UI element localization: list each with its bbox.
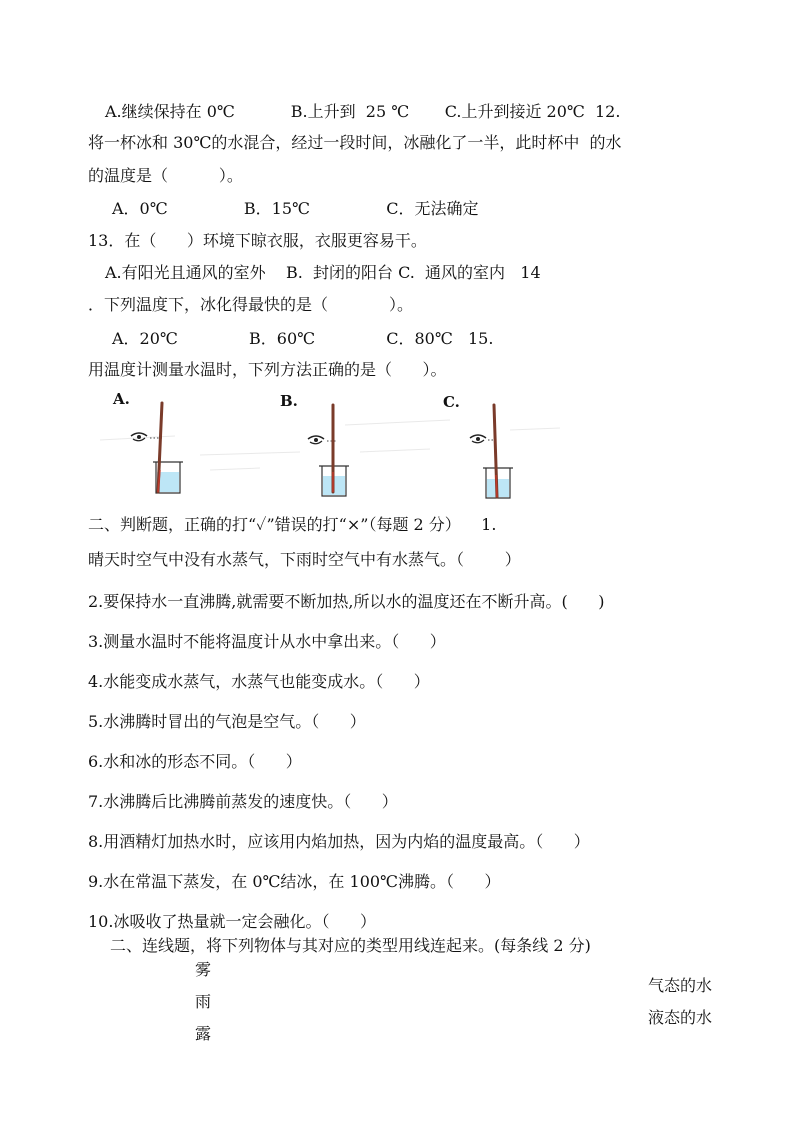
figure-a — [131, 403, 183, 493]
eye-icon — [470, 435, 486, 443]
judge-item-3: 3.测量水温时不能将温度计从水中拿出来。（ ） — [88, 632, 446, 651]
judge-item-9: 9.水在常温下蒸发，在 0℃结冰，在 100℃沸腾。（ ） — [88, 872, 501, 891]
judge-item-7: 7.水沸腾后比沸腾前蒸发的速度快。（ ） — [88, 792, 398, 811]
match-left-item-2: 雨 — [195, 992, 212, 1011]
q14-options: A．20℃ B．60℃ C．80℃ 15. — [112, 329, 494, 348]
figure-b — [308, 405, 349, 496]
judge-item-10: 10.冰吸收了热量就一定会融化。（ ） — [88, 912, 376, 931]
match-section-header: 二、连线题，将下列物体与其对应的类型用线连起来。(每条线 2 分) — [110, 936, 591, 955]
q13-stem: 13．在（ ）环境下晾衣服，衣服更容易干。 — [88, 231, 427, 250]
figure-c — [470, 405, 513, 498]
q12-stem-line1: 将一杯冰和 30℃的水混合，经过一段时间，冰融化了一半，此时杯中 的水 — [88, 133, 622, 152]
eye-icon — [131, 433, 147, 441]
figure-label-b: B. — [280, 392, 298, 410]
q13-options: A.有阳光且通风的室外 B. 封闭的阳台 C. 通风的室内 14 — [105, 263, 541, 282]
judge-item-4: 4.水能变成水蒸气，水蒸气也能变成水。（ ） — [88, 672, 430, 691]
judge-section-header: 二、判断题，正确的打“✓”错误的打“×”（每题 2 分） 1. — [88, 515, 497, 534]
judge-item-8: 8.用酒精灯加热水时，应该用内焰加热，因为内焰的温度最高。（ ） — [88, 832, 590, 851]
judge-item-1: 晴天时空气中没有水蒸气，下雨时空气中有水蒸气。（ ） — [88, 550, 521, 569]
judge-item-6: 6.水和冰的形态不同。（ ） — [88, 752, 302, 771]
match-right-item-1: 气态的水 — [648, 976, 713, 995]
eye-icon — [308, 436, 324, 444]
figure-label-a: A. — [113, 390, 130, 408]
match-left-item-1: 雾 — [195, 960, 212, 979]
match-right-item-2: 液态的水 — [648, 1008, 713, 1027]
judge-item-2: 2.要保持水一直沸腾,就需要不断加热,所以水的温度还在不断升高。( ) — [88, 592, 605, 611]
q14-stem: ．下列温度下，冰化得最快的是（ ）。 — [88, 295, 414, 314]
q12-stem-line2: 的温度是（ ）。 — [88, 166, 243, 185]
judge-item-5: 5.水沸腾时冒出的气泡是空气。（ ） — [88, 712, 366, 731]
q12-options: A．0℃ B．15℃ C．无法确定 — [112, 199, 479, 218]
match-left-item-3: 露 — [195, 1024, 212, 1043]
q11-options: A.继续保持在 0℃ B.上升到 25 ℃ C.上升到接近 20℃ 12. — [105, 102, 621, 121]
figure-label-c: C. — [443, 393, 460, 411]
q15-stem: 用温度计测量水温时，下列方法正确的是（ ）。 — [88, 360, 447, 379]
